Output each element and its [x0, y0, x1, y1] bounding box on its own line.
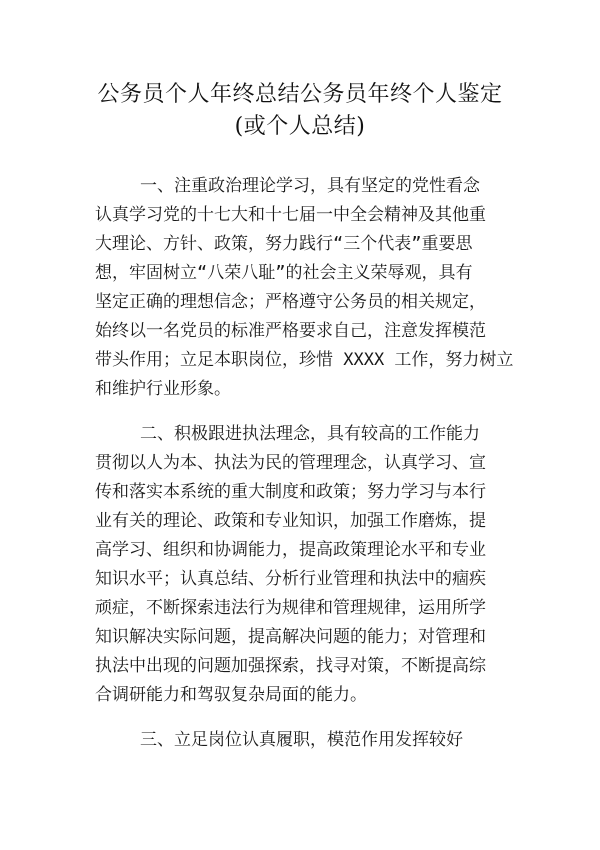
paragraph-line: 知识水平；认真总结、分析行业管理和执法中的痼疾 — [95, 569, 486, 589]
paragraph-line: 传和落实本系统的重大制度和政策；努力学习与本行 — [95, 482, 486, 502]
paragraph-line: 业有关的理论、政策和专业知识，加强工作磨炼，提 — [95, 511, 486, 531]
paragraph-line: 知识解决实际问题，提高解决问题的能力；对管理和 — [95, 627, 486, 647]
paragraph-line: 带头作用；立足本职岗位，珍惜 XXXX 工作，努力树立 — [95, 350, 514, 370]
paragraph-line: 顽症，不断探索违法行为规律和管理规律，运用所学 — [95, 598, 486, 618]
paragraph-line: 认真学习党的十七大和十七届一中全会精神及其他重 — [95, 205, 486, 225]
paragraph-line: 想，牢固树立“八荣八耻”的社会主义荣辱观，具有 — [95, 263, 473, 283]
document-title: 公务员个人年终总结公务员年终个人鉴定 — [97, 82, 503, 107]
paragraph-line: 坚定正确的理想信念；严格遵守公务员的相关规定， — [95, 292, 486, 312]
section-heading-3: 三、立足岗位认真履职，模范作用发挥较好 — [140, 730, 463, 750]
document-subtitle: (或个人总结) — [234, 114, 366, 139]
paragraph-line: 贯彻以人为本、执法为民的管理理念，认真学习、宣 — [95, 453, 486, 473]
paragraph-line: 和维护行业形象。 — [95, 379, 231, 399]
paragraph-line: 合调研能力和驾驭复杂局面的能力。 — [95, 685, 367, 705]
section-heading-2: 二、积极跟进执法理念，具有较高的工作能力 — [140, 424, 480, 444]
paragraph-line: 始终以一名党员的标准严格要求自己，注意发挥模范 — [95, 321, 486, 341]
paragraph-line: 高学习、组织和协调能力，提高政策理论水平和专业 — [95, 540, 486, 560]
paragraph-line: 大理论、方针、政策，努力践行“三个代表”重要思 — [95, 234, 473, 254]
paragraph-line: 执法中出现的问题加强探索，找寻对策，不断提高综 — [95, 656, 486, 676]
section-heading-1: 一、注重政治理论学习，具有坚定的党性看念 — [140, 176, 480, 196]
